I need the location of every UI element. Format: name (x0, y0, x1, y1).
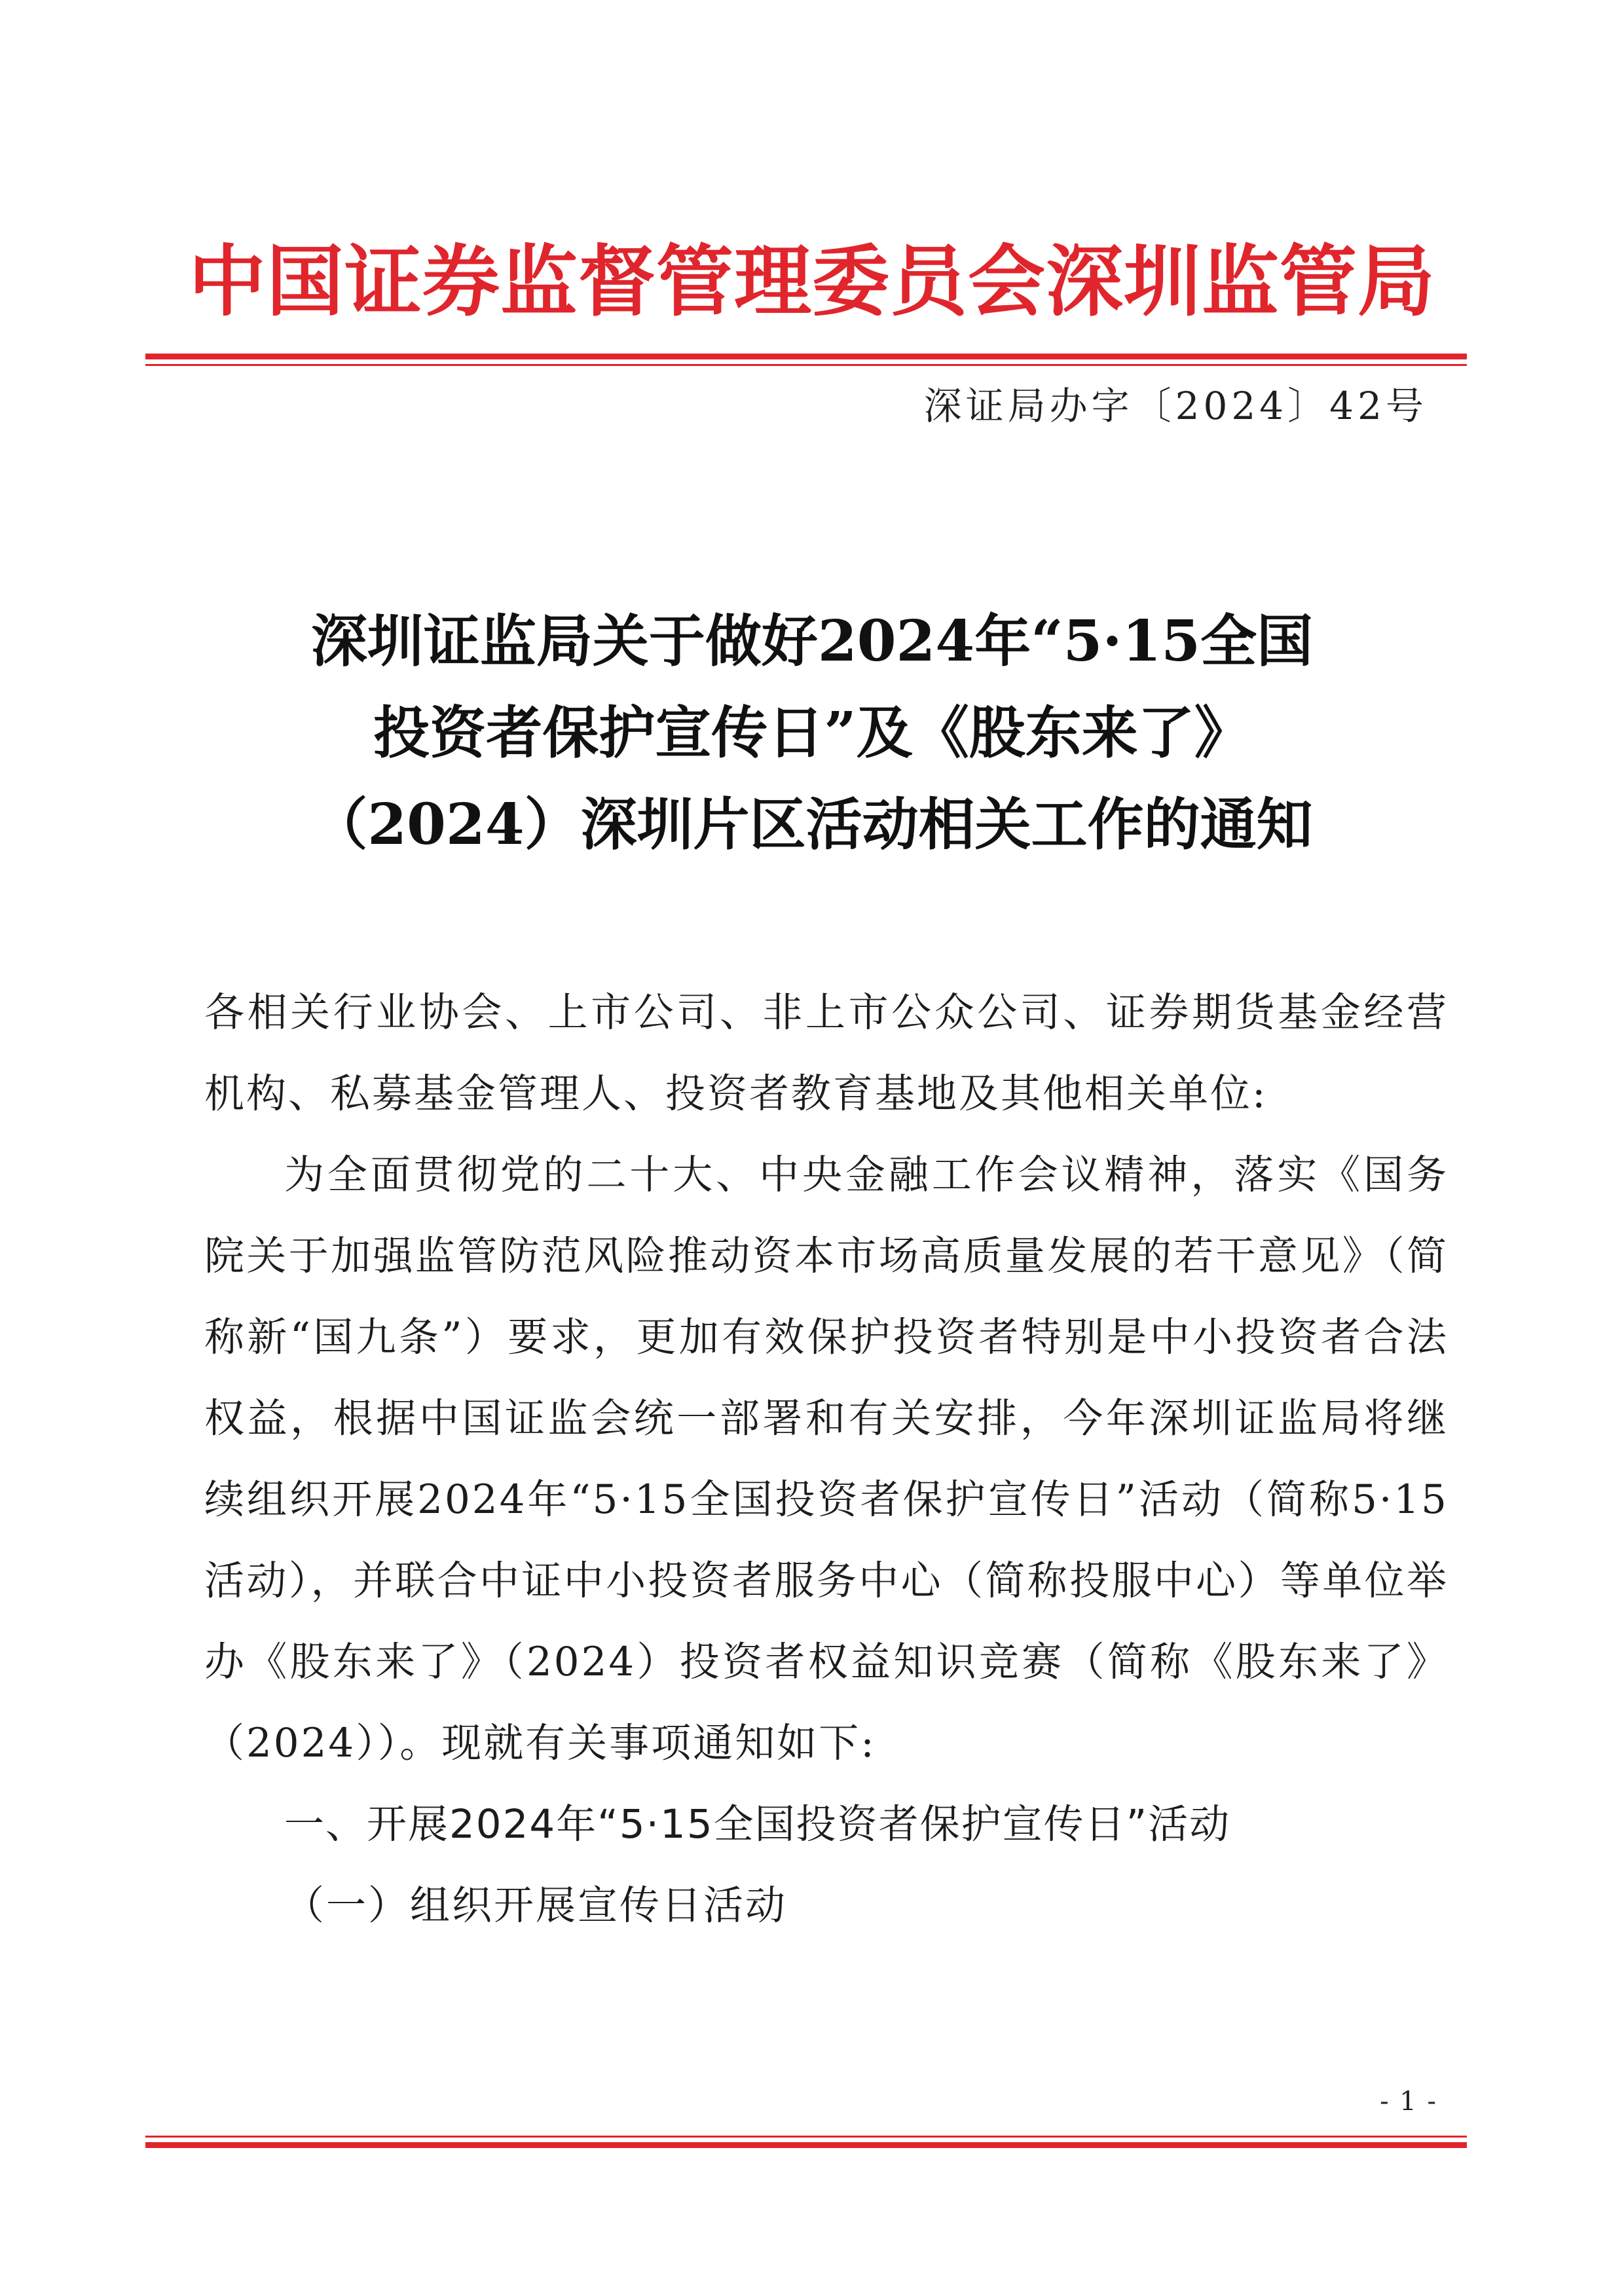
title-line: 投资者保护宣传日”及《股东来了》 (373, 700, 1251, 766)
section-heading: 一、开展2024年“5·15全国投资者保护宣传日”活动 (284, 1801, 1231, 1848)
title-line: （2024）深圳片区活动相关工作的通知 (311, 792, 1313, 858)
masthead-rule-thick (145, 354, 1467, 359)
document-title (164, 596, 1460, 871)
issuing-authority-masthead: 中国证券监督管理委员会深圳监管局 (188, 236, 1435, 327)
title-line: 深圳证监局关于做好2024年“5·15全国 (310, 608, 1314, 674)
document-body (204, 972, 1449, 1946)
recipients-paragraph: 各相关行业协会、上市公司、非上市公众公司、证券期货基金经营机构、私募基金管理人、投资者教育基地及其他相关单位: (204, 989, 1449, 1117)
subsection-heading: （一）组织开展宣传日活动 (284, 1882, 788, 1929)
body-paragraph: 为全面贯彻党的二十大、中央金融工作会议精神，落实《国务院关于加强监管防范风险推动资本市场高质量发展的若干意见》（简称新“国九条”）要求，更加有效保护投资者特别是中小投资者合法权益，根据中国证监会统一部署和有关安排，今年深圳证监局将继续组织开展2024年“5·15全国投资者保护宣传日”活动（简称5·15活动），并联合中证中小投资者服务中心（简称投服中心）等单位举办《股东来了》（2024）投资者权益知识竞赛（简称《股东来了》（2024））。现就有关事项通知如下: (204, 1152, 1449, 1766)
document-number: 深证局办字〔2024〕42号 (923, 384, 1428, 428)
masthead-rule-thin (145, 364, 1467, 366)
page-number: - 1 - (1380, 2086, 1437, 2117)
footer-rule-thick (145, 2142, 1467, 2148)
footer-rule-thin (145, 2136, 1467, 2138)
